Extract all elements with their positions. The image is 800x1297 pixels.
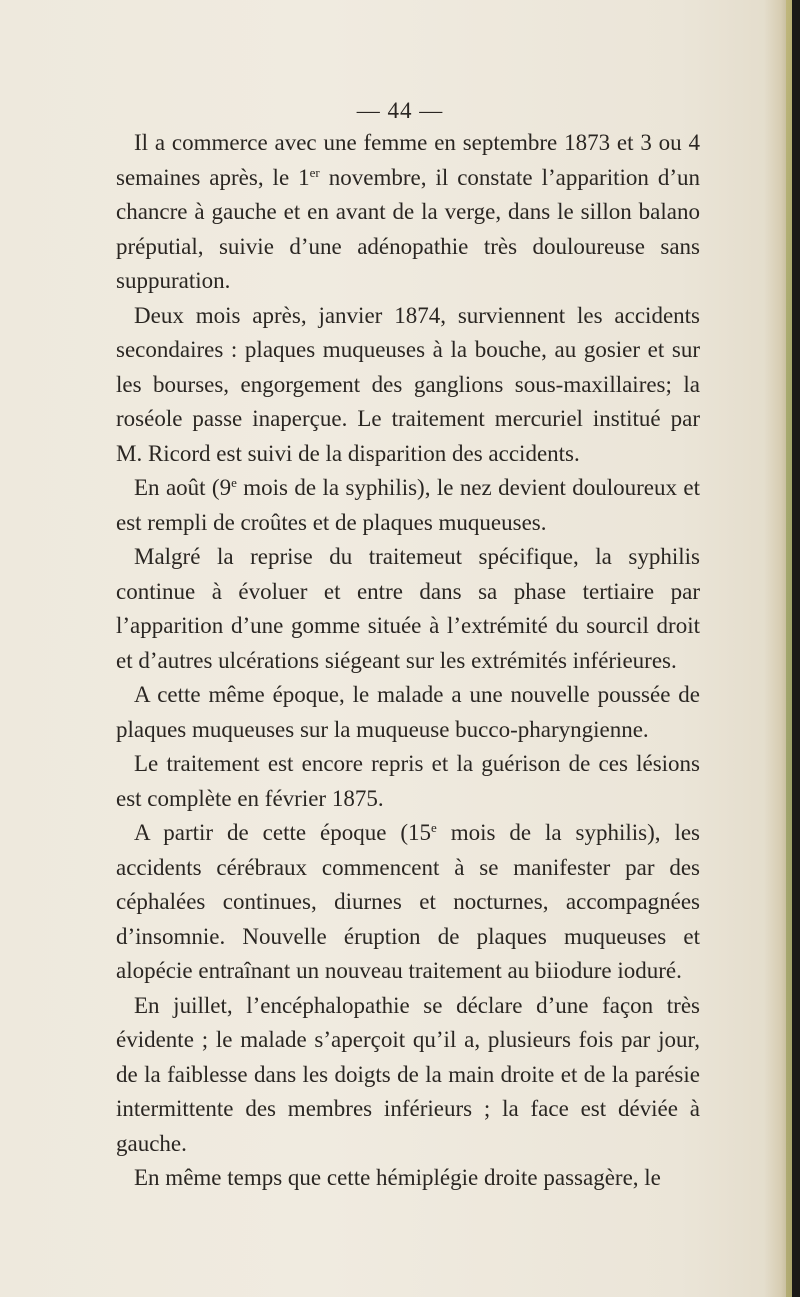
body-text	[116, 126, 700, 1196]
paragraph-3: En août (9e mois de la syphilis), le nez devient douloureux et est rempli de croûtes et de plaques muqueuses.	[116, 475, 700, 535]
page-edge-binding	[792, 0, 800, 1297]
page-number: — 44 —	[356, 98, 444, 123]
paragraph-4: Malgré la reprise du traitemeut spécifique, la syphilis continue à évoluer et entre dans sa phase tertiaire par l’apparition d’une gomme située à l’extrémité du sourcil droit et d’autres ulcérations siégeant sur les extrémités inférieures.	[116, 544, 700, 673]
paragraph-1: Il a commerce avec une femme en septembre 1873 et 3 ou 4 semaines après, le 1er novembre, il constate l’apparition d’un chancre à gauche et en avant de la verge, dans le sillon balano préputial, suivie d’une adénopathie très douloureuse sans suppuration.	[116, 130, 701, 293]
paragraph-5: A cette même époque, le malade a une nouvelle poussée de plaques muqueuses sur la muqueuse bucco-pharyngienne.	[116, 682, 700, 742]
paragraph-2: Deux mois après, janvier 1874, surviennent les accidents secondaires : plaques muqueuses à la bouche, au gosier et sur les bourses, engorgement des ganglions sous-maxillaires; la roséole passe inaperçue. Le traitement mercuriel institué par M. Ricord est suivi de la disparition des accidents.	[116, 302, 700, 466]
paragraph-6: Le traitement est encore repris et la guérison de ces lésions est complète en février 1875.	[116, 751, 700, 811]
paragraph-7: A partir de cette époque (15e mois de la syphilis), les accidents cérébraux commencent à se manifester par des céphalées continues, diurnes et nocturnes, accompagnées d’insomnie. Nouvelle éruption de plaques muqueuses et alopécie entraînant un nouveau traitement au biiodure ioduré.	[116, 820, 700, 983]
paragraph-8: En juillet, l’encéphalopathie se déclare d’une façon très évidente ; le malade s’aperçoit qu’il a, plusieurs fois par jour, de la faiblesse dans les doigts de la main droite et de la parésie intermittente des membres inférieurs ; la face est déviée à gauche.	[116, 992, 700, 1156]
paragraph-9: En même temps que cette hémiplégie droite passagère, le	[134, 1165, 661, 1190]
